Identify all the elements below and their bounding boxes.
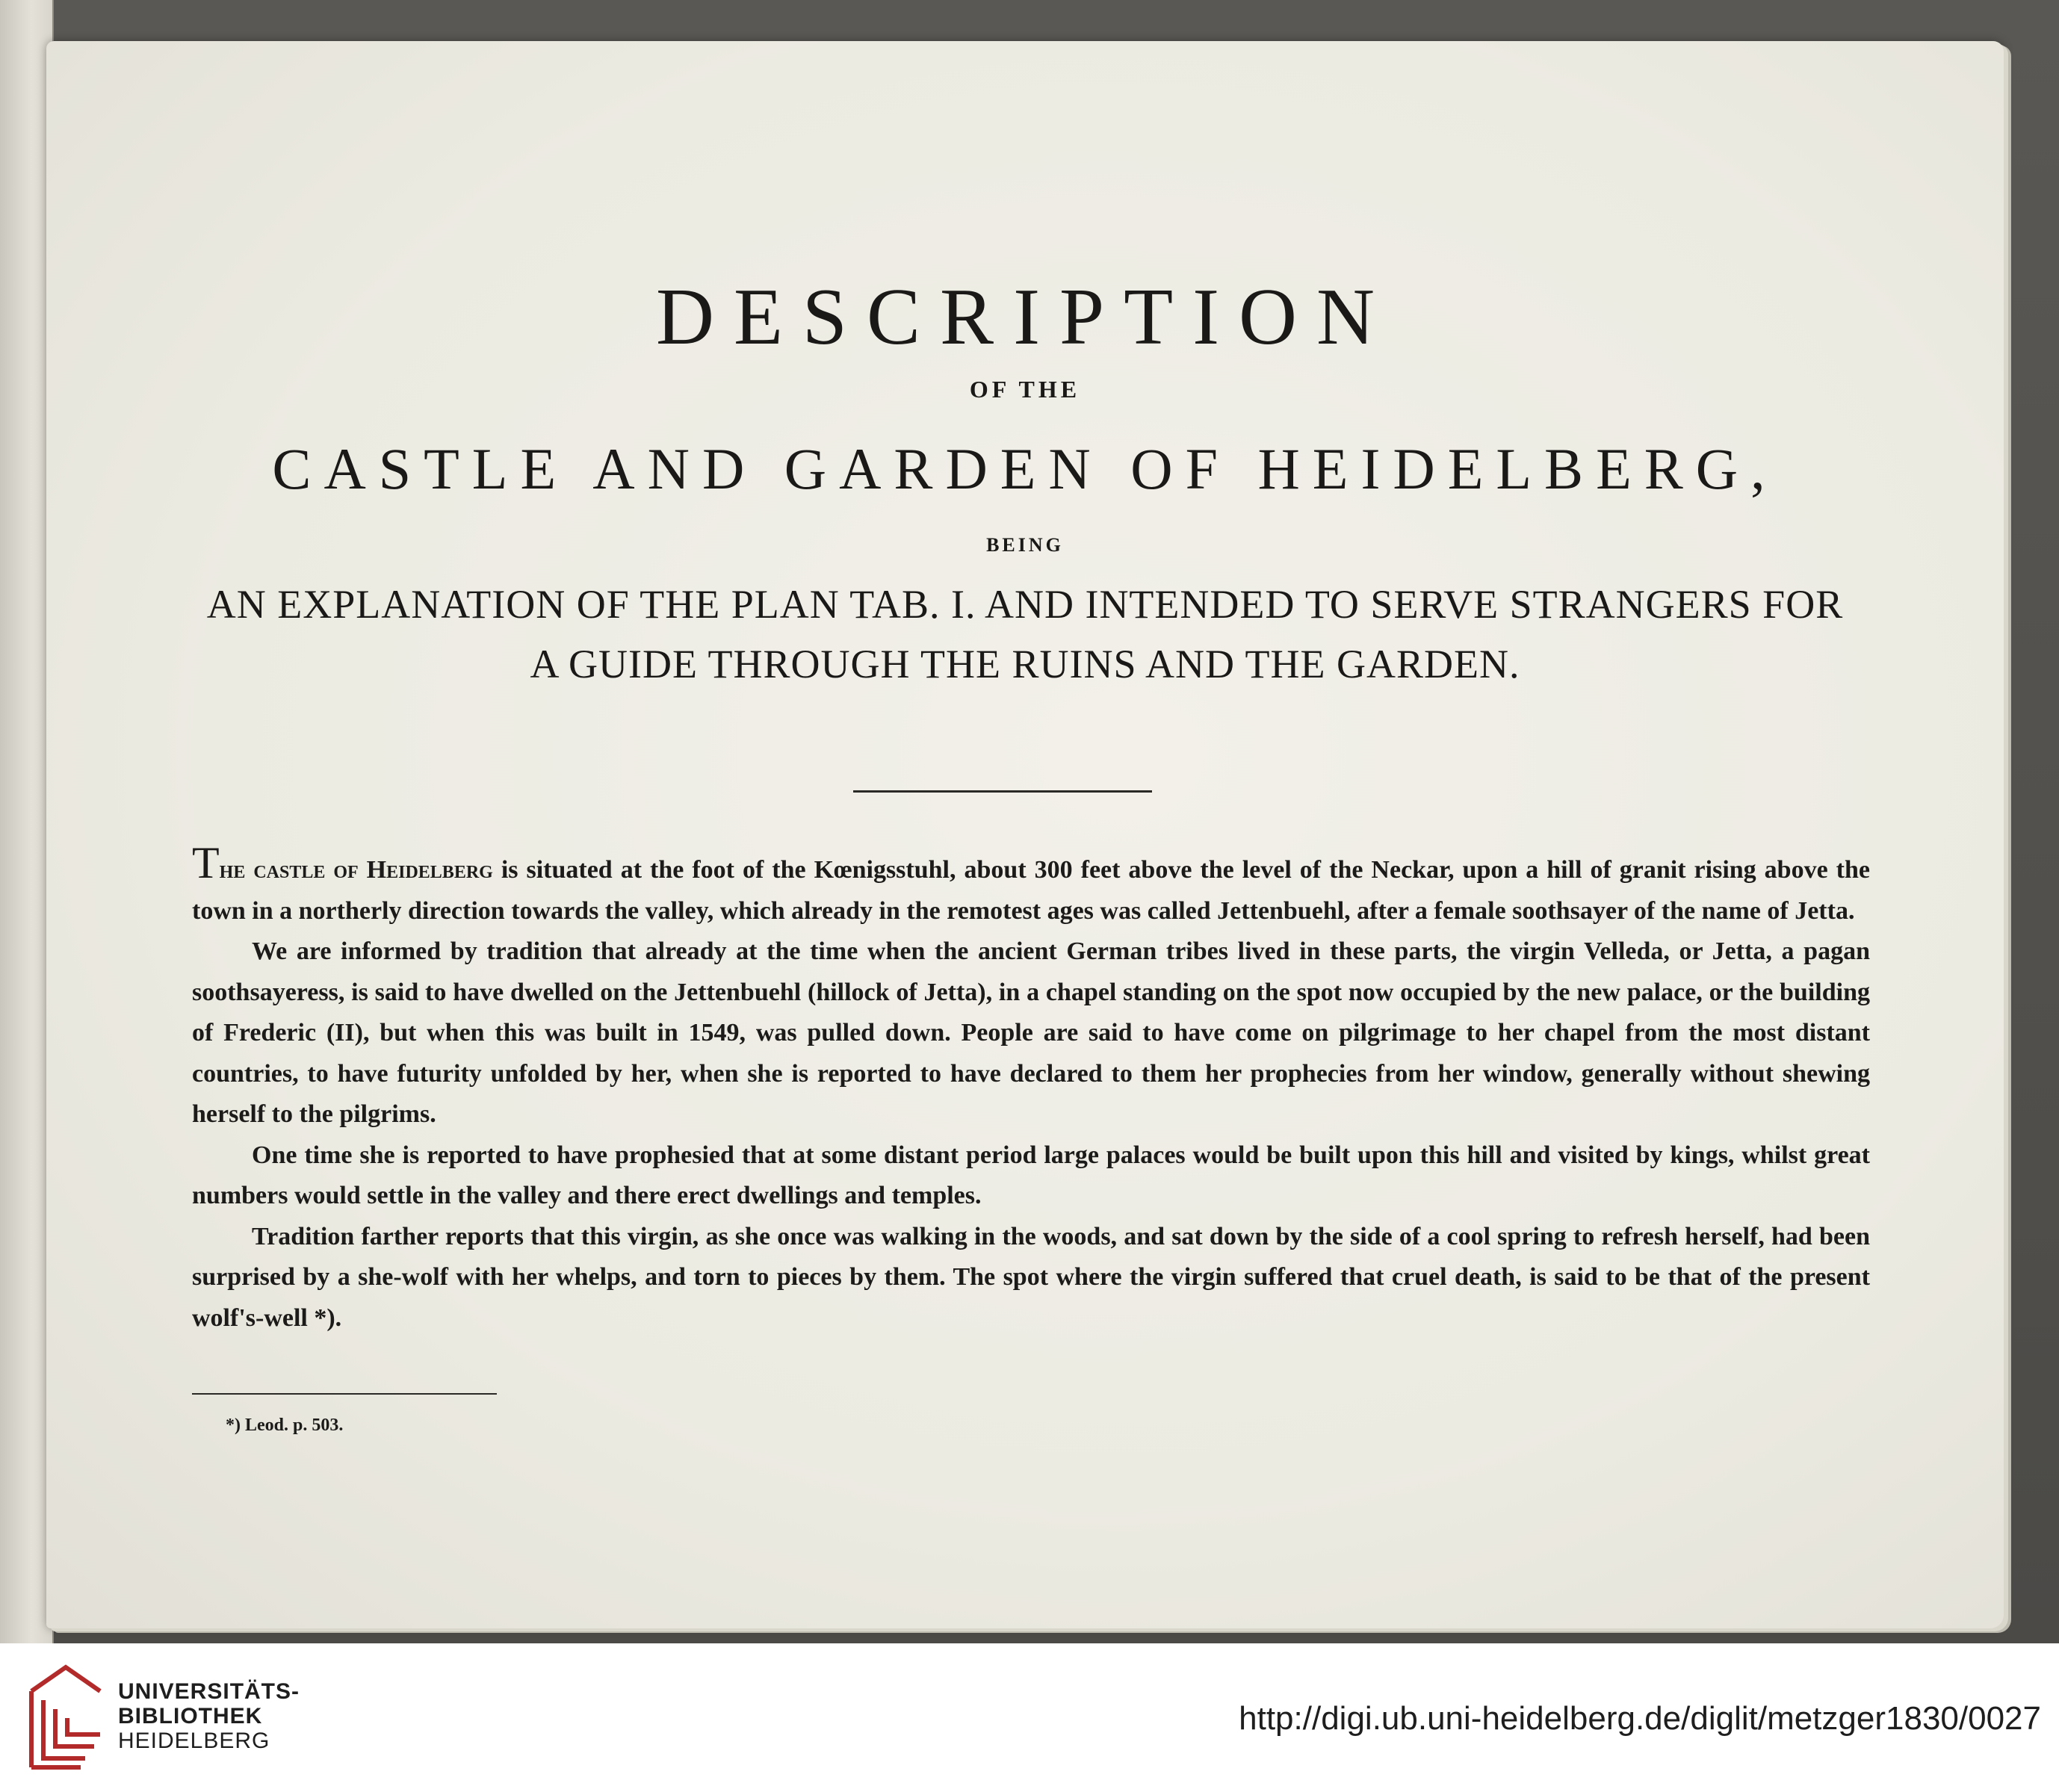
paragraph-1-smallcaps: he castle of Heidelberg bbox=[219, 856, 493, 884]
library-footer bbox=[0, 1643, 2059, 1792]
subtitle-line-2: A GUIDE THROUGH THE RUINS AND THE GARDEN. bbox=[530, 642, 1520, 686]
body-text bbox=[192, 838, 1870, 1339]
library-name-line-3: HEIDELBERG bbox=[118, 1729, 270, 1753]
page-title: DESCRIPTION bbox=[655, 273, 1395, 362]
section-divider bbox=[853, 790, 1152, 793]
footnote-divider bbox=[192, 1393, 497, 1395]
source-url-link[interactable]: http://digi.ub.uni-heidelberg.de/diglit/metzger1830/0027 bbox=[1239, 1700, 2041, 1737]
paragraph-3: One time she is reported to have prophesied that at some distant period large palaces would be built upon this hill and visited by kings, whilst great numbers would settle in the valley and there erect dwellings and temples. bbox=[192, 1141, 1870, 1209]
paragraph-4: Tradition farther reports that this virgin, as she once was walking in the woods, and sat down by the side of a cool spring to refresh herself, had been surprised by a she-wolf with her whelps, and torn to pieces by them. The spot where the virgin suffered that cruel death, is said to be that of the present wolf's-well *). bbox=[192, 1222, 1870, 1332]
book-page bbox=[46, 41, 2004, 1628]
title-being: BEING bbox=[986, 534, 1064, 556]
library-name-line-1: UNIVERSITÄTS- bbox=[118, 1679, 300, 1704]
paragraph-1-text: is situated at the foot of the Kœnigsstuhl, about 300 feet above the level of the Neckar, upon a hill of granit rising above the town in a northerly direction towards the valley, which already in the remotest ages was called Jettenbuehl, after a female soothsayer of the name of Jetta. bbox=[192, 856, 1870, 925]
footnote: *) Leod. p. 503. bbox=[226, 1416, 344, 1435]
library-logo-icon[interactable] bbox=[21, 1661, 111, 1773]
paragraph-1 bbox=[192, 838, 1870, 931]
title-of-the: OF THE bbox=[969, 376, 1081, 403]
title-castle: CASTLE AND GARDEN OF HEIDELBERG, bbox=[272, 436, 1778, 501]
subtitle-line-1: AN EXPLANATION OF THE PLAN TAB. I. AND INTENDED TO SERVE STRANGERS FOR bbox=[206, 582, 1844, 627]
paragraph-2: We are informed by tradition that already at the time when the ancient German tribes lived in these parts, the virgin Velleda, or Jetta, a pagan soothsayeress, is said to have dwelled on the Jettenbuehl (hillock of Jetta), in a chapel standing on the spot now occupied by the new palace, or the building of Frederic (II), but when this was built in 1549, was pulled down. People are said to have come on pilgrimage to her chapel from the most distant countries, to have futurity unfolded by her, when she is reported to have declared to them her prophecies from her window, generally without shewing herself to the pilgrims. bbox=[192, 937, 1870, 1128]
drop-cap: T bbox=[192, 838, 220, 887]
library-name-line-2: BIBLIOTHEK bbox=[118, 1704, 263, 1729]
library-name[interactable] bbox=[118, 1679, 300, 1753]
